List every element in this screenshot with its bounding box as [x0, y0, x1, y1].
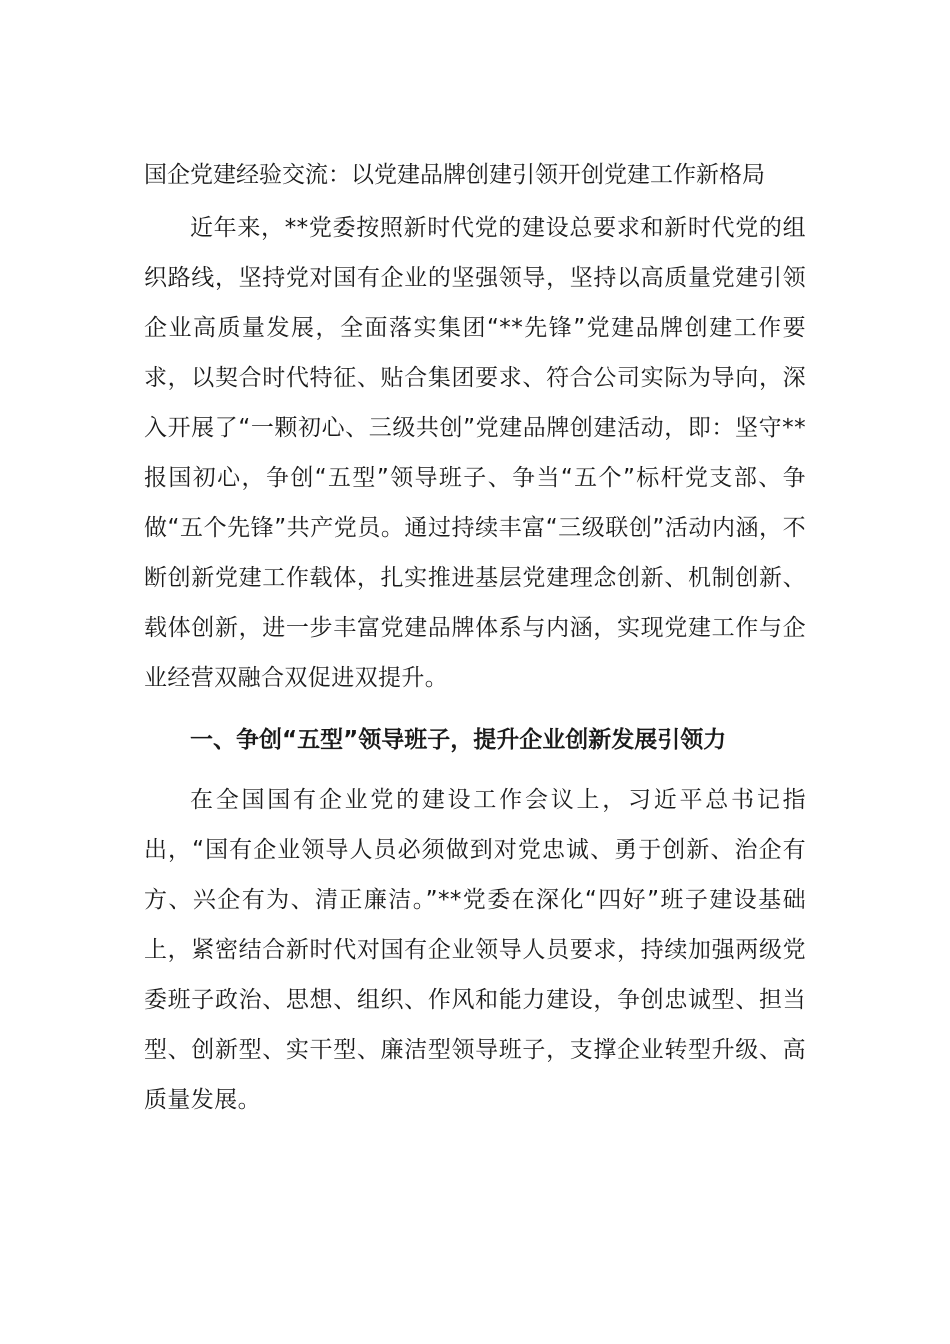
paragraph-section-1: 在全国国有企业党的建设工作会议上，习近平总书记指出，“国有企业领导人员必须做到对党忠诚、勇于创新、治企有方、兴企有为、清正廉洁。”**党委在深化“四好”班子建设基础上，紧密结合新时代对国有企业领导人员要求，持续加强两级党委班子政治、思想、组织、作风和能力建设，争创忠诚型、担当型、创新型、实干型、廉洁型领导班子，支撑企业转型升级、高质量发展。: [144, 787, 806, 1113]
document-page: [144, 150, 806, 1125]
section-heading-1: 一、争创“五型”领导班子，提升企业创新发展引领力: [190, 727, 727, 753]
document-title: 国企党建经验交流：以党建品牌创建引领开创党建工作新格局: [144, 162, 765, 188]
paragraph-intro: 近年来，**党委按照新时代党的建设总要求和新时代党的组织路线，坚持党对国有企业的坚强领导，坚持以高质量党建引领企业高质量发展，全面落实集团“**先锋”党建品牌创建工作要求，以契合时代特征、贴合集团要求、符合公司实际为导向，深入开展了“一颗初心、三级共创”党建品牌创建活动，即：坚守**报国初心，争创“五型”领导班子、争当“五个”标杆党支部、争做“五个先锋”共产党员。通过持续丰富“三级联创”活动内涵，不断创新党建工作载体，扎实推进基层党建理念创新、机制创新、载体创新，进一步丰富党建品牌体系与内涵，实现党建工作与企业经营双融合双促进双提升。: [144, 215, 806, 691]
